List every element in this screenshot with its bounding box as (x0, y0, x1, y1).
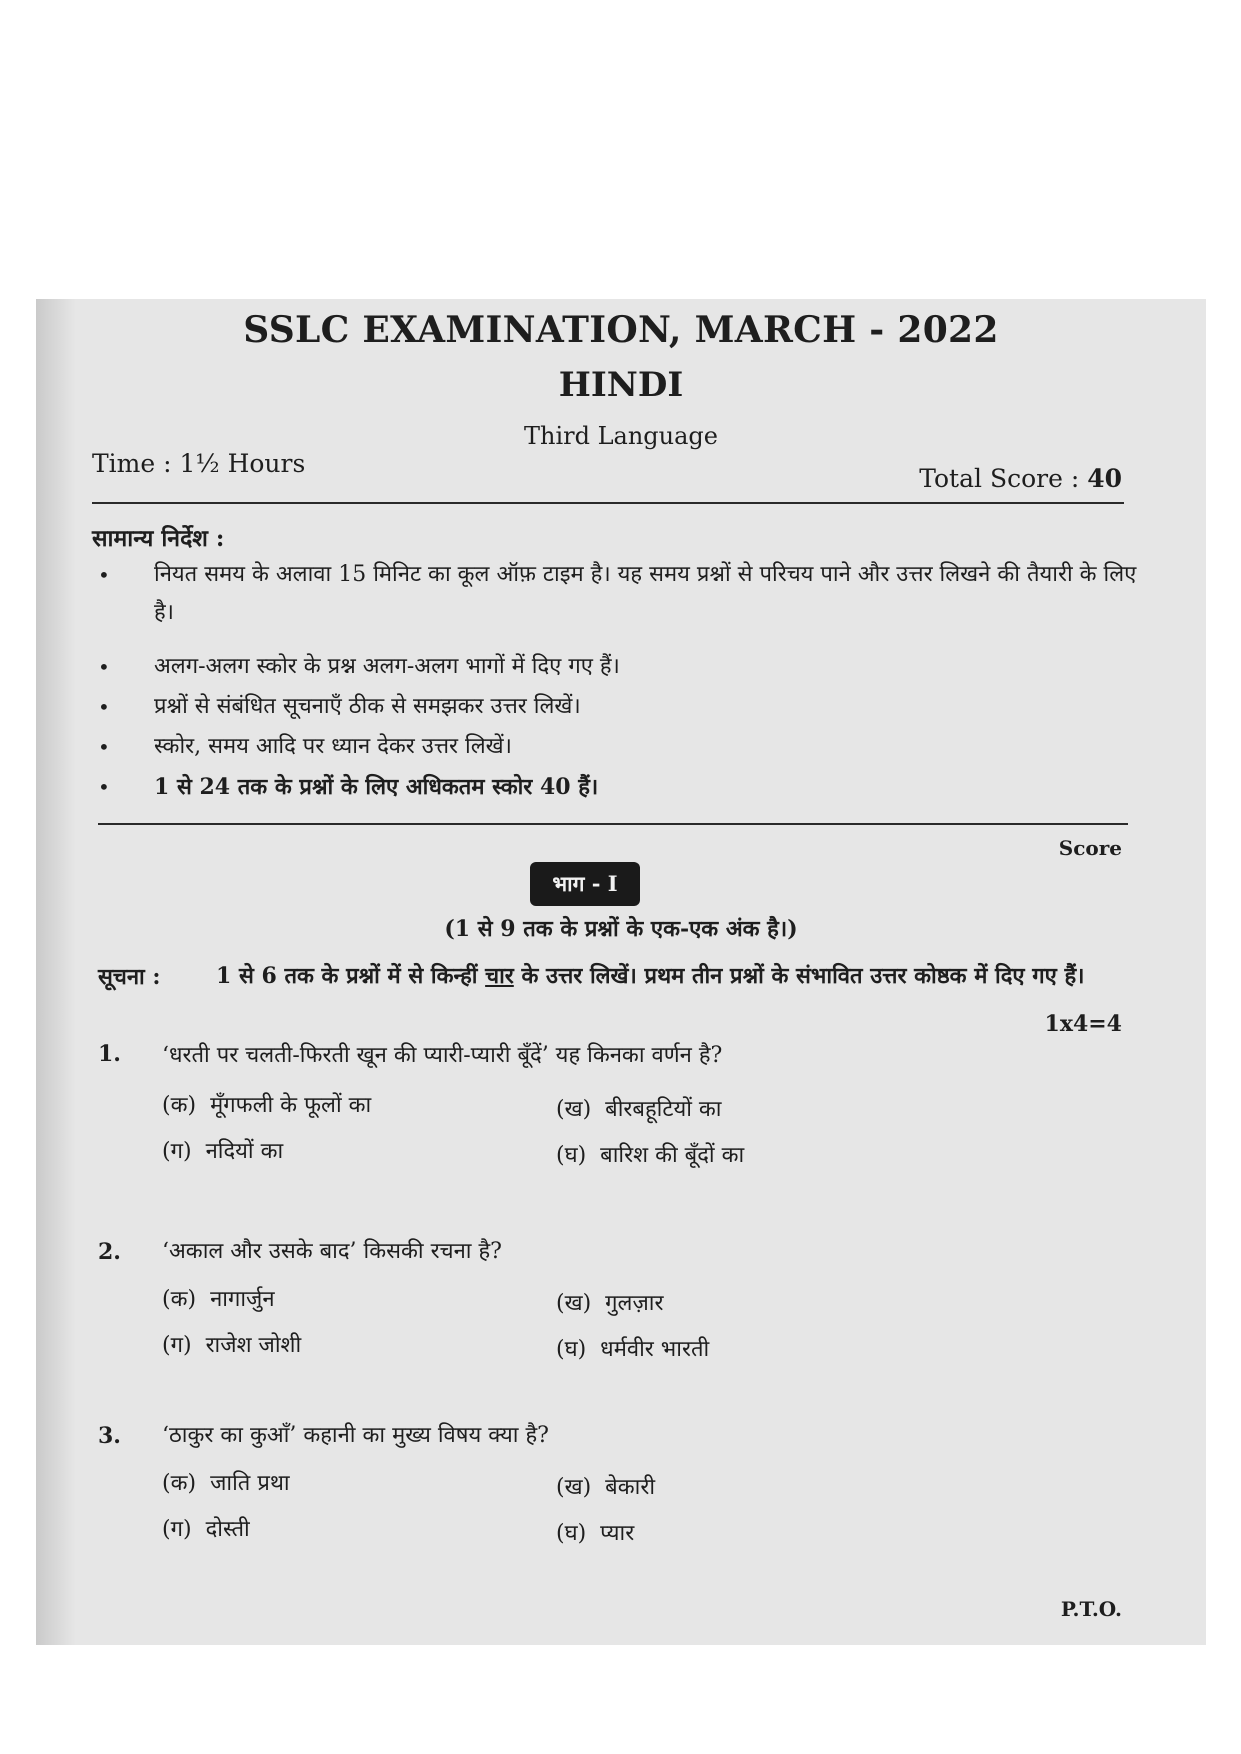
option-label: (क) (162, 1471, 197, 1496)
notice-label: सूचना : (98, 964, 161, 990)
option-text: नागार्जुन (210, 1287, 275, 1312)
notice-text (216, 955, 1116, 997)
instruction-item: प्रश्नों से संबंधित सूचनाएँ ठीक से समझकर उत्तर लिखें। (154, 694, 581, 719)
question-number: 3. (98, 1423, 121, 1449)
notice-text-after: के उत्तर लिखें। प्रथम तीन प्रश्नों के संभावित उत्तर कोष्ठक में दिए गए हैं। (521, 963, 1085, 989)
part-badge: भाग - I (530, 862, 640, 906)
option-b (556, 1287, 664, 1317)
question-text: ‘धरती पर चलती-फिरती खून की प्यारी-प्यारी बूँदें’ यह किनका वर्णन है? (162, 1043, 723, 1068)
option-b (556, 1093, 722, 1123)
option-text: गुलज़ार (605, 1291, 664, 1316)
option-a (162, 1467, 290, 1497)
option-a (162, 1283, 275, 1313)
instruction-item: स्कोर, समय आदि पर ध्यान देकर उत्तर लिखें। (154, 734, 512, 759)
part-note: (1 से 9 तक के प्रश्नों के एक-एक अंक है।) (444, 916, 798, 942)
header-divider (92, 502, 1124, 504)
bullet-icon: • (98, 655, 110, 679)
instructions-heading: सामान्य निर्देश : (92, 525, 225, 552)
option-label: (ख) (556, 1097, 592, 1122)
total-score-value: 40 (1087, 464, 1122, 493)
option-label: (ग) (162, 1517, 192, 1542)
option-text: बीरबहूटियों का (605, 1097, 722, 1122)
option-text: मूँगफली के फूलों का (210, 1093, 372, 1118)
instruction-item: 1 से 24 तक के प्रश्नों के लिए अधिकतम स्कोर 40 हैं। (154, 774, 599, 800)
bullet-icon: • (98, 735, 110, 759)
option-text: बारिश की बूँदों का (600, 1143, 745, 1168)
instruction-item: अलग-अलग स्कोर के प्रश्न अलग-अलग भागों में दिए गए हैं। (154, 654, 620, 679)
option-c (162, 1329, 301, 1359)
option-a (162, 1089, 371, 1119)
notice-text-underlined: चार (485, 963, 514, 989)
score-column-label: Score (1058, 836, 1122, 860)
option-label: (घ) (556, 1337, 587, 1362)
option-label: (ख) (556, 1291, 592, 1316)
question-number: 2. (98, 1239, 121, 1265)
option-c (162, 1135, 283, 1165)
bullet-icon: • (98, 563, 110, 587)
marks-allocation: 1x4=4 (1044, 1011, 1122, 1037)
subject-title: HINDI (558, 365, 684, 405)
paper-type: Third Language (523, 422, 718, 450)
bullet-icon: • (98, 775, 110, 799)
instructions-divider (98, 823, 1128, 825)
total-score (919, 464, 1122, 493)
option-b (556, 1471, 655, 1501)
option-label: (क) (162, 1287, 197, 1312)
notice-text-before: 1 से 6 तक के प्रश्नों में से किन्हीं (216, 963, 478, 989)
question-text: ‘ठाकुर का कुआँ’ कहानी का मुख्य विषय क्या है? (162, 1423, 549, 1448)
option-c (162, 1513, 250, 1543)
option-label: (ख) (556, 1475, 592, 1500)
option-text: दोस्ती (205, 1517, 250, 1542)
option-text: जाति प्रथा (210, 1471, 290, 1496)
question-text: ‘अकाल और उसके बाद’ किसकी रचना है? (162, 1239, 502, 1264)
option-label: (ग) (162, 1139, 192, 1164)
option-label: (घ) (556, 1521, 587, 1546)
option-d (556, 1139, 744, 1169)
option-text: राजेश जोशी (205, 1333, 302, 1358)
option-label: (घ) (556, 1143, 587, 1168)
option-text: बेकारी (605, 1475, 656, 1500)
option-d (556, 1517, 634, 1547)
bullet-icon: • (98, 695, 110, 719)
time-allowed: Time : 1½ Hours (92, 449, 306, 478)
question-number: 1. (98, 1041, 121, 1067)
total-score-label: Total Score : (919, 464, 1080, 493)
exam-paper-sheet (36, 299, 1206, 1645)
option-text: धर्मवीर भारती (600, 1337, 710, 1362)
option-text: प्यार (600, 1521, 635, 1546)
instruction-item: नियत समय के अलावा 15 मिनिट का कूल ऑफ़ टाइम है। यह समय प्रश्नों से परिचय पाने और उत्तर लिखने की तैयारी के लिए है। (154, 562, 1137, 625)
page-turn-note: P.T.O. (1060, 1597, 1122, 1621)
option-label: (ग) (162, 1333, 192, 1358)
option-text: नदियों का (205, 1139, 284, 1164)
option-label: (क) (162, 1093, 197, 1118)
option-d (556, 1333, 709, 1363)
exam-title: SSLC EXAMINATION, MARCH - 2022 (243, 309, 999, 351)
